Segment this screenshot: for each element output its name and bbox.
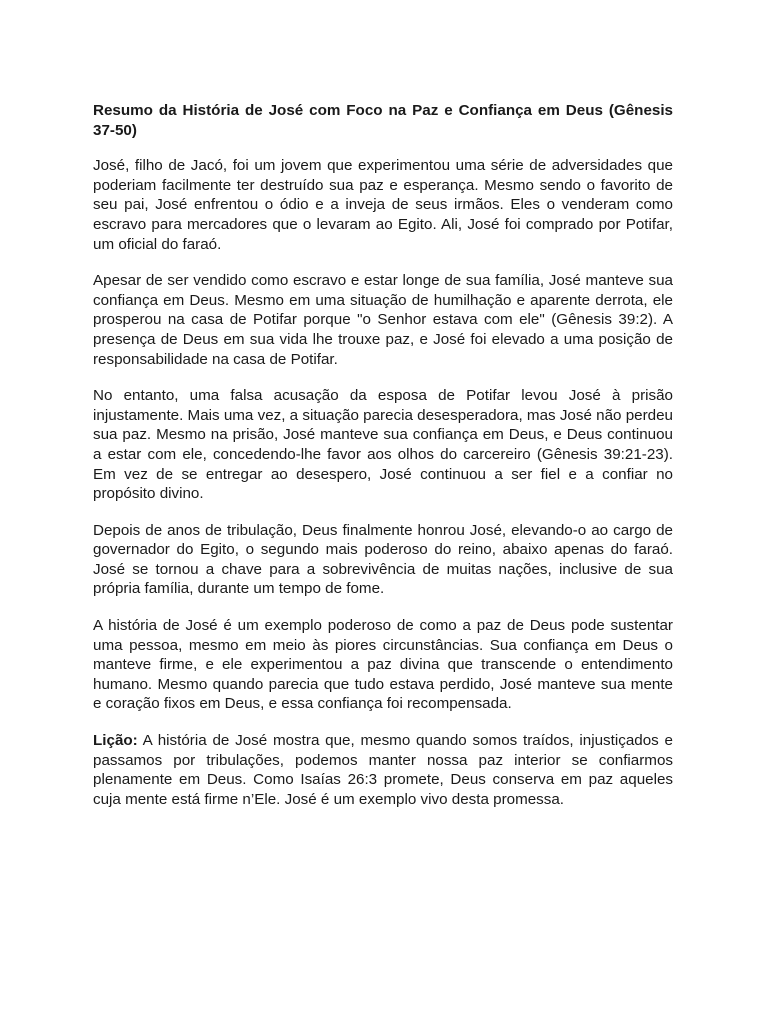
- paragraph-lesson: [93, 731, 673, 809]
- paragraph-childhood: José, filho de Jacó, foi um jovem que experimentou uma série de adversidades que poderiam facilmente ter destruído sua paz e esperança. Mesmo sendo o favorito de seu pai, José enfrentou o ódio e a inveja de seus irmãos. Eles o venderam como escravo para mercadores que o levaram ao Egito. Ali, José foi comprado por Potifar, um oficial do faraó.: [93, 157, 673, 253]
- paragraph-example: A história de José é um exemplo poderoso de como a paz de Deus pode sustentar uma pessoa, mesmo em meio às piores circunstâncias. Sua confiança em Deus o manteve firme, e ele experimentou a paz divina que transcende o entendimento humano. Mesmo quando parecia que tudo estava perdido, José manteve sua mente e coração fixos em Deus, e essa confiança foi recompensada.: [93, 617, 673, 713]
- paragraph-potiphar: Apesar de ser vendido como escravo e estar longe de sua família, José manteve sua confiança em Deus. Mesmo em uma situação de humilhação e aparente derrota, ele prosperou na casa de Potifar porque "o Senhor estava com ele" (Gênesis 39:2). A presença de Deus em sua vida lhe trouxe paz, e José foi elevado a uma posição de responsabilidade na casa de Potifar.: [93, 272, 673, 368]
- lesson-label: Lição:: [93, 732, 138, 750]
- document-title: Resumo da História de José com Foco na Paz e Confiança em Deus (Gênesis 37-50): [93, 102, 673, 139]
- paragraph-prison: No entanto, uma falsa acusação da esposa de Potifar levou José à prisão injustamente. Mais uma vez, a situação parecia desesperadora, mas José não perdeu sua paz. Mesmo na prisão, José manteve sua confiança em Deus, e Deus continuou a estar com ele, concedendo-lhe favor aos olhos do carcereiro (Gênesis 39:21-23). Em vez de se entregar ao desespero, José continuou a ser fiel e a confiar no propósito divino.: [93, 387, 673, 503]
- paragraph-governor: Depois de anos de tribulação, Deus finalmente honrou José, elevando-o ao cargo de governador do Egito, o segundo mais poderoso do reino, abaixo apenas do faraó. José se tornou a chave para a sobrevivência de muitas nações, inclusive de sua própria família, durante um tempo de fome.: [93, 521, 673, 598]
- document-page: [93, 101, 673, 826]
- lesson-text: A história de José mostra que, mesmo quando somos traídos, injustiçados e passamos por tribulações, podemos manter nossa paz interior se confiarmos plenamente em Deus. Como Isaías 26:3 promete, Deus conserva em paz aqueles cuja mente está firme n’Ele. José é um exemplo vivo desta promessa.: [93, 732, 673, 808]
